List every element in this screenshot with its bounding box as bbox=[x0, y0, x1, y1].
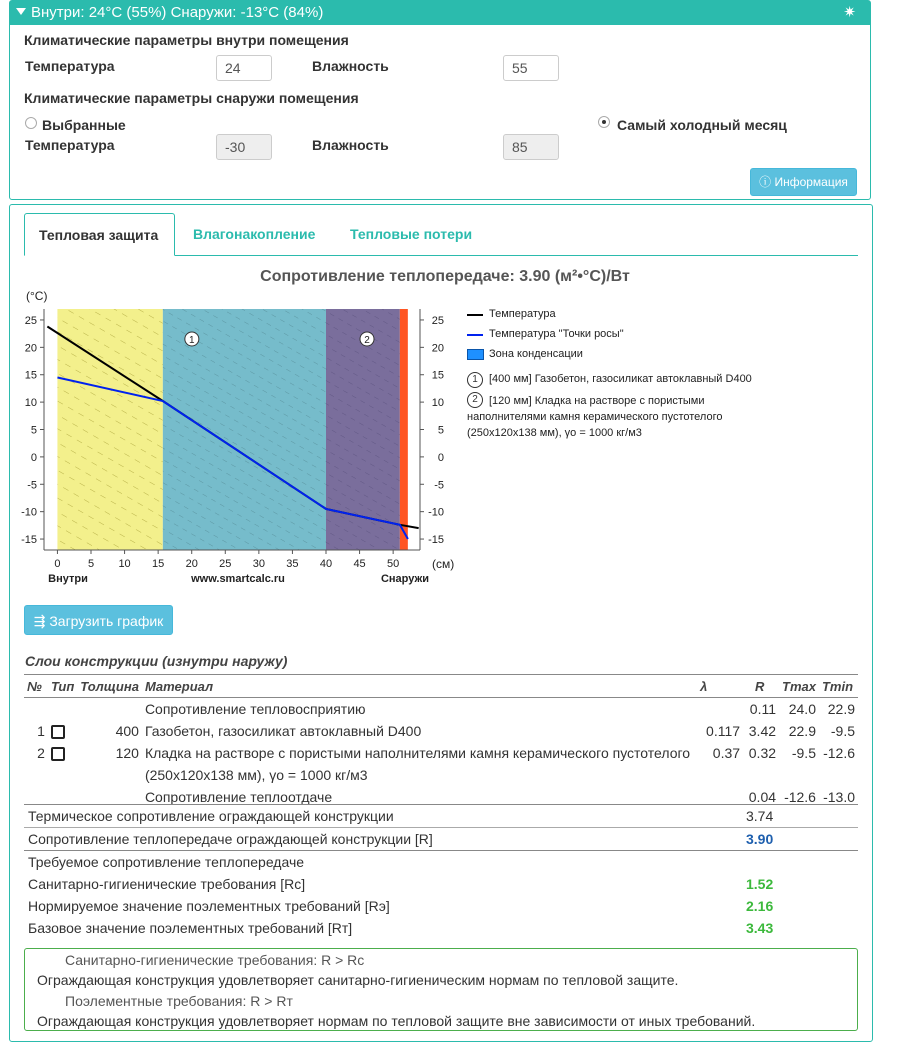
watermark-label: www.smartcalc.ru bbox=[191, 573, 285, 585]
element-value: 2.16 bbox=[746, 898, 774, 914]
x-tick-label: 5 bbox=[87, 558, 95, 570]
sanitary-label: Санитарно-гигиенические требования [Rс] bbox=[28, 876, 306, 892]
info-button-label: Информация bbox=[774, 175, 848, 189]
y-tick-label-left: -10 bbox=[21, 506, 37, 519]
x-tick-label: 0 bbox=[54, 558, 61, 570]
row-r: 0.11 bbox=[749, 701, 777, 717]
table-row bbox=[24, 742, 858, 764]
y-tick-label-left: 25 bbox=[24, 314, 37, 327]
x-tick-label: 30 bbox=[252, 558, 265, 570]
row-num: 1 bbox=[37, 723, 45, 739]
info-icon: ⓘ bbox=[759, 175, 772, 189]
chart bbox=[0, 285, 910, 595]
layer-marker-label-1: 1 bbox=[189, 335, 195, 346]
inside-temp-label: Температура bbox=[25, 58, 115, 74]
table-row-continued bbox=[24, 764, 858, 786]
legend-temp-swatch bbox=[467, 314, 483, 316]
radio-coldest-label: Самый холодный месяц bbox=[617, 117, 787, 133]
col-header-r: R bbox=[743, 675, 779, 698]
y-tick-label-right: -10 bbox=[428, 506, 444, 519]
row-r: 0.32 bbox=[748, 745, 777, 761]
x-tick-label: 35 bbox=[286, 558, 299, 570]
col-header-tmax: Tmax bbox=[779, 675, 819, 698]
y-tick-label-right: 5 bbox=[437, 424, 444, 437]
result-req-1: Санитарно-гигиенические требования: R > Rс bbox=[65, 952, 365, 968]
tab-bar bbox=[24, 213, 858, 256]
inside-hum-label: Влажность bbox=[312, 58, 389, 74]
outside-heading: Климатические параметры снаружи помещения bbox=[24, 90, 359, 106]
thermal-resistance-row bbox=[24, 808, 858, 824]
y-tick-label-right: -15 bbox=[428, 534, 444, 547]
y-tick-label-left: 20 bbox=[24, 342, 37, 355]
gear-icon[interactable]: ✷ bbox=[843, 4, 856, 21]
legend-layer-2-text: [120 мм] Кладка на растворе с пористыми наполнителями камня керамического пустотелого (250х120х138 мм), γо = 1000 кг/м3 bbox=[467, 395, 723, 439]
col-header-type: Тип bbox=[48, 675, 77, 698]
thermal-resistance-label: Термическое сопротивление ограждающей конструкции bbox=[28, 808, 394, 824]
x-tick-label: 40 bbox=[319, 558, 333, 570]
download-chart-button[interactable] bbox=[24, 605, 173, 635]
row-material[interactable]: Кладка на растворе с пористыми наполнителями камня керамического пустотелого bbox=[144, 745, 691, 761]
row-tmin: 22.9 bbox=[827, 701, 855, 717]
legend-layer-1-text: [400 мм] Газобетон, газосиликат автоклавный D400 bbox=[489, 373, 752, 385]
col-header-num: № bbox=[24, 675, 48, 698]
row-material-cont: (250х120х138 мм), γо = 1000 кг/м3 bbox=[144, 767, 368, 783]
legend-layer-1-marker: 1 bbox=[467, 372, 483, 388]
x-tick-label: 10 bbox=[118, 558, 131, 570]
result-msg-1: Ограждающая конструкция удовлетворяет санитарно-гигиеническим нормам по тепловой защите. bbox=[37, 972, 679, 988]
result-box bbox=[24, 948, 858, 1031]
table-row bbox=[24, 698, 858, 721]
info-button[interactable] bbox=[750, 168, 857, 196]
y-tick-label-right: 25 bbox=[431, 314, 444, 327]
base-row bbox=[24, 920, 858, 936]
inside-hum-input[interactable]: 55 bbox=[503, 55, 559, 81]
row-tmax: -12.6 bbox=[784, 789, 816, 805]
required-heading-row bbox=[24, 854, 858, 870]
row-tmin: -13.0 bbox=[823, 789, 855, 805]
download-button-label: Загрузить график bbox=[49, 613, 164, 629]
row-tmax: -9.5 bbox=[791, 745, 816, 761]
col-header-material: Материал bbox=[142, 675, 697, 698]
x-tick-label: 20 bbox=[185, 558, 198, 570]
y-tick-label-right: -5 bbox=[434, 479, 444, 492]
inside-temp-input[interactable]: 24 bbox=[216, 55, 272, 81]
x-tick-label: 45 bbox=[353, 558, 366, 570]
row-tmax: 22.9 bbox=[788, 723, 816, 739]
row-material: Сопротивление теплоотдаче bbox=[144, 789, 333, 805]
row-r: 0.04 bbox=[748, 789, 777, 805]
layers-title: Слои конструкции (изнутри наружу) bbox=[25, 653, 288, 669]
y-tick-label-left: -15 bbox=[21, 534, 37, 547]
collapse-triangle-icon[interactable] bbox=[16, 8, 26, 15]
table-row bbox=[24, 720, 858, 742]
inside-heading: Климатические параметры внутри помещения bbox=[24, 32, 349, 48]
sanitary-value: 1.52 bbox=[746, 876, 774, 892]
outside-hum-input[interactable]: 85 bbox=[503, 134, 559, 160]
base-value: 3.43 bbox=[746, 920, 774, 936]
row-tmax: 24.0 bbox=[788, 701, 816, 717]
result-req-2: Поэлементные требования: R > Rт bbox=[65, 993, 293, 1009]
legend-dew-label: Температура "Точки росы" bbox=[489, 328, 624, 340]
row-thickness: 400 bbox=[115, 723, 139, 739]
divider bbox=[24, 850, 858, 851]
element-label: Нормируемое значение поэлементных требований [Rэ] bbox=[28, 898, 390, 914]
divider bbox=[24, 804, 858, 805]
tab-heat-loss[interactable]: Тепловые потери bbox=[350, 226, 473, 242]
x-tick-label: 15 bbox=[152, 558, 165, 570]
y-tick-label-left: 10 bbox=[24, 397, 37, 410]
col-header-thickness: Толщина bbox=[77, 675, 142, 698]
col-header-tmin: Tmin bbox=[819, 675, 858, 698]
row-r: 3.42 bbox=[748, 723, 777, 739]
y-tick-label-left: 0 bbox=[30, 451, 37, 464]
row-lambda: 0.37 bbox=[712, 745, 741, 761]
legend-condensation-label: Зона конденсации bbox=[489, 348, 583, 360]
radio-coldest-month[interactable] bbox=[598, 116, 610, 128]
layer-type-checkbox[interactable] bbox=[51, 747, 65, 761]
outside-temp-label: Температура bbox=[25, 137, 115, 153]
layer-band-3 bbox=[400, 309, 408, 550]
y-tick-label-right: 15 bbox=[431, 369, 444, 382]
base-label: Базовое значение поэлементных требований [Rт] bbox=[28, 920, 353, 936]
y-tick-label-left: -5 bbox=[27, 479, 37, 492]
legend-temp-label: Температура bbox=[489, 308, 556, 320]
outside-label: Снаружи bbox=[380, 573, 430, 585]
row-thickness: 120 bbox=[115, 745, 139, 761]
layer-marker-label-2: 2 bbox=[364, 335, 370, 346]
outside-air-area bbox=[408, 309, 420, 550]
row-num: 2 bbox=[37, 745, 45, 761]
divider bbox=[24, 827, 858, 828]
result-msg-2: Ограждающая конструкция удовлетворяет нормам по тепловой защите вне зависимости от иных требований. bbox=[37, 1013, 756, 1029]
outside-hum-label: Влажность bbox=[312, 137, 389, 153]
legend-condensation-swatch bbox=[467, 349, 484, 360]
y-tick-label-left: 15 bbox=[24, 369, 37, 382]
thermal-resistance-value: 3.74 bbox=[746, 808, 774, 824]
tab-thermal-protection[interactable]: Тепловая защита bbox=[24, 213, 175, 256]
row-lambda: 0.117 bbox=[706, 723, 741, 739]
row-tmin: -12.6 bbox=[823, 745, 855, 761]
x-tick-label: 25 bbox=[219, 558, 232, 570]
radio-selected[interactable] bbox=[25, 117, 37, 129]
total-resistance-value: 3.90 bbox=[746, 831, 774, 847]
download-icon: ⇶ bbox=[33, 613, 46, 629]
y-tick-label-right: 0 bbox=[437, 451, 444, 464]
total-resistance-label: Сопротивление теплопередаче ограждающей конструкции [R] bbox=[28, 831, 433, 847]
y-tick-label-right: 20 bbox=[431, 342, 444, 355]
row-tmin: -9.5 bbox=[830, 723, 855, 739]
y-axis-label: (°С) bbox=[26, 289, 48, 303]
y-tick-label-right: 10 bbox=[431, 397, 444, 410]
outside-temp-input[interactable]: -30 bbox=[216, 134, 272, 160]
chart-title: Сопротивление теплопередаче: 3.90 (м²•°С)/Вт bbox=[260, 268, 630, 285]
row-material: Сопротивление тепловосприятию bbox=[144, 701, 366, 717]
y-tick-label-left: 5 bbox=[30, 424, 37, 437]
layer-type-checkbox[interactable] bbox=[51, 725, 65, 739]
climate-panel-header[interactable] bbox=[10, 1, 870, 25]
inside-label: Внутри bbox=[48, 573, 88, 585]
row-material[interactable]: Газобетон, газосиликат автоклавный D400 bbox=[144, 723, 422, 739]
legend-layer-2-marker: 2 bbox=[467, 392, 483, 408]
element-row bbox=[24, 898, 858, 914]
radio-selected-label: Выбранные bbox=[42, 117, 126, 133]
layers-table bbox=[24, 674, 858, 808]
tab-moisture[interactable]: Влагонакопление bbox=[193, 226, 316, 242]
required-heading: Требуемое сопротивление теплопередаче bbox=[28, 854, 305, 870]
table-header-row bbox=[24, 675, 858, 698]
col-header-lambda: λ bbox=[697, 675, 743, 698]
sanitary-row bbox=[24, 876, 858, 892]
x-axis-label: (см) bbox=[432, 557, 455, 571]
x-tick-label: 50 bbox=[387, 558, 400, 570]
legend-dew-swatch bbox=[467, 334, 483, 336]
layer-hatch-1 bbox=[163, 309, 326, 550]
layer-hatch-0 bbox=[57, 309, 162, 550]
total-resistance-row bbox=[24, 831, 858, 847]
climate-summary: Внутри: 24°C (55%) Снаружи: -13°C (84%) bbox=[31, 4, 324, 21]
